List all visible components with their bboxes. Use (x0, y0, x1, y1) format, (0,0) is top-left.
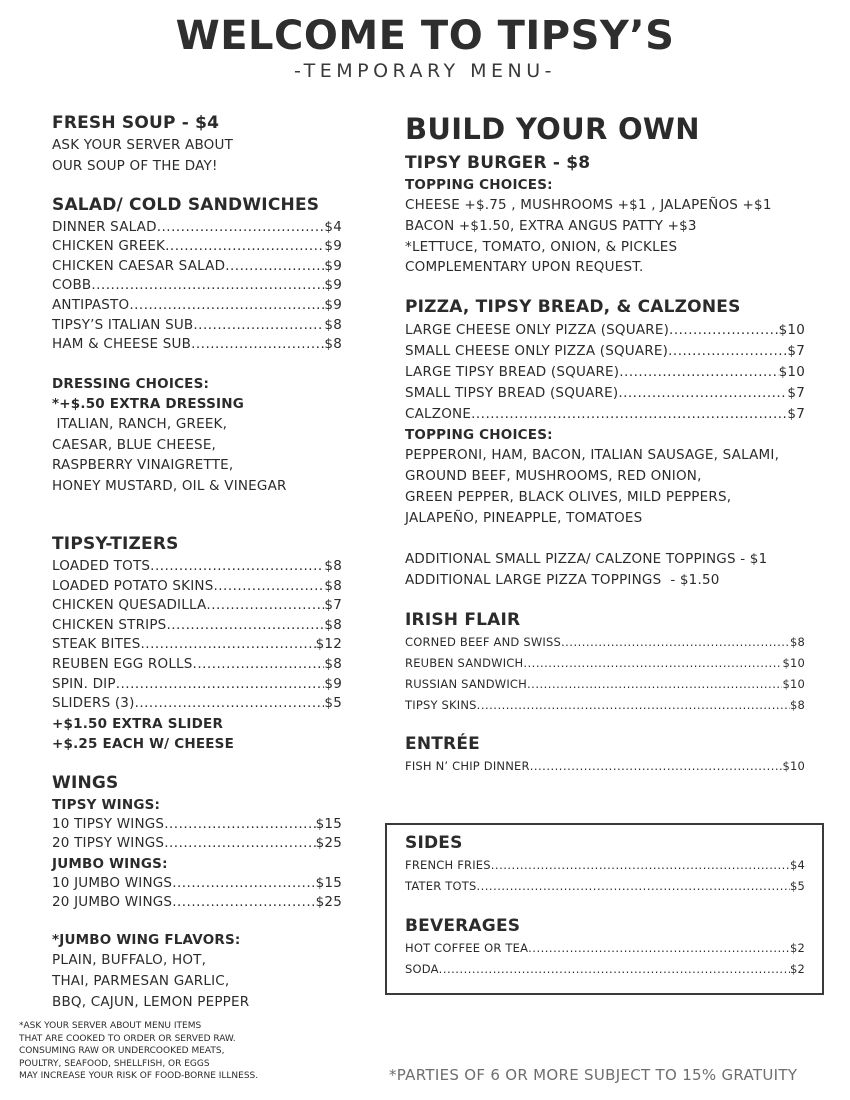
pizza-topping-line: GREEN PEPPER, BLACK OLIVES, MILD PEPPERS, (405, 488, 732, 505)
item-price: $15 (315, 874, 342, 891)
item-price: $7 (787, 385, 805, 402)
item-name: TATER TOTS (405, 879, 477, 893)
dressing-title: DRESSING CHOICES: (52, 375, 210, 392)
salads-title: SALAD/ COLD SANDWICHES (52, 194, 320, 215)
item-price: $10 (782, 676, 805, 691)
item-price: $7 (787, 343, 805, 360)
gratuity-note: *PARTIES OF 6 OR MORE SUBJECT TO 15% GRATUITY (389, 1066, 798, 1084)
tipsy-wings-title: TIPSY WINGS: (52, 796, 161, 813)
disclaimer-line: MAY INCREASE YOUR RISK OF FOOD-BORNE ILLNESS. (19, 1071, 259, 1082)
item-name: RUSSIAN SANDWICH (405, 676, 528, 691)
item-name: 10 TIPSY WINGS (52, 815, 165, 832)
item-price: $8 (324, 336, 342, 353)
entree-section (405, 732, 805, 777)
item-price: $4 (324, 218, 342, 235)
menu-item (52, 577, 342, 597)
leader-dots (165, 237, 324, 257)
burger-title: TIPSY BURGER - $8 (405, 153, 591, 173)
menu-item (52, 296, 342, 316)
item-name: CHICKEN STRIPS (52, 616, 167, 633)
disclaimer-line: THAT ARE COOKED TO ORDER OR SERVED RAW. (19, 1033, 236, 1044)
menu-item (405, 938, 805, 959)
dressing-line: HONEY MUSTARD, OIL & VINEGAR (52, 478, 287, 495)
leader-dots (619, 362, 778, 383)
item-price: $9 (324, 257, 342, 274)
disclaimer-line: POULTRY, SEAFOOD, SHELLFISH, OR EGGS (19, 1058, 210, 1069)
leader-dots (193, 655, 325, 675)
item-name: LARGE CHEESE ONLY PIZZA (SQUARE) (405, 322, 670, 339)
leader-dots (157, 218, 325, 238)
item-price: $8 (324, 316, 342, 333)
item-price: $8 (324, 616, 342, 633)
sides-beverages-content (405, 831, 805, 980)
menu-item (52, 237, 342, 257)
item-name: COBB (52, 277, 92, 294)
leader-dots (116, 675, 325, 695)
burger-topping-line: CHEESE +$.75 , MUSHROOMS +$1 , JALAPEÑOS +$1 (405, 197, 772, 213)
leader-dots (191, 335, 324, 355)
menu-item (52, 635, 342, 655)
leader-dots (439, 959, 790, 980)
item-name: CORNED BEEF AND SWISS (405, 634, 561, 649)
leader-dots (527, 674, 782, 695)
item-price: $9 (324, 296, 342, 313)
additional-toppings-line: ADDITIONAL SMALL PIZZA/ CALZONE TOPPINGS - $1 (405, 551, 768, 568)
item-name: REUBEN SANDWICH (405, 655, 524, 670)
leader-dots (141, 635, 316, 655)
wing-flavors-line: PLAIN, BUFFALO, HOT, (52, 952, 207, 969)
item-name: CALZONE (405, 406, 472, 423)
item-name: HAM & CHEESE SUB (52, 336, 192, 353)
soup-title: FRESH SOUP - $4 (52, 113, 220, 133)
leader-dots (523, 653, 782, 674)
pizza-section (405, 295, 805, 591)
leader-dots (164, 834, 315, 854)
menu-item (52, 655, 342, 675)
item-price: $15 (315, 815, 342, 832)
item-name: HOT COFFEE OR TEA (405, 941, 529, 955)
item-name: CHICKEN CAESAR SALAD (52, 257, 226, 274)
slider-note: +$.25 EACH W/ CHEESE (52, 735, 235, 752)
menu-item (405, 653, 805, 674)
dressing-line: CAESAR, BLUE CHEESE, (52, 436, 217, 453)
item-price: $5 (324, 695, 342, 712)
leader-dots (150, 557, 324, 577)
item-name: FISH N’ CHIP DINNER (405, 758, 530, 773)
item-price: $10 (778, 364, 805, 381)
item-price: $7 (324, 597, 342, 614)
item-price: $10 (782, 655, 805, 670)
menu-item (52, 815, 342, 835)
menu-item (52, 893, 342, 913)
soup-section (52, 111, 342, 177)
item-name: CHICKEN GREEK (52, 238, 166, 255)
item-name: ANTIPASTO (52, 296, 130, 313)
item-name: LOADED POTATO SKINS (52, 577, 214, 594)
menu-item (52, 834, 342, 854)
salads-section (52, 193, 342, 497)
menu-item (405, 383, 805, 404)
item-name: SMALL TIPSY BREAD (SQUARE) (405, 385, 619, 402)
item-name: SMALL CHEESE ONLY PIZZA (SQUARE) (405, 343, 669, 360)
item-price: $8 (324, 577, 342, 594)
item-name: SLIDERS (3) (52, 695, 135, 712)
burger-topping-title: TOPPING CHOICES: (405, 177, 553, 193)
item-price: $8 (789, 697, 805, 712)
item-name: LOADED TOTS (52, 557, 151, 574)
leader-dots (561, 632, 790, 653)
leader-dots (528, 938, 790, 959)
menu-item (52, 316, 342, 336)
disclaimer-line: CONSUMING RAW OR UNDERCOOKED MEATS, (19, 1046, 225, 1057)
right-column (405, 111, 805, 777)
leader-dots (193, 316, 324, 336)
pizza-topping-line: PEPPERONI, HAM, BACON, ITALIAN SAUSAGE, SALAMI, (405, 447, 780, 464)
leader-dots (164, 815, 315, 835)
irish-section (405, 608, 805, 716)
item-price: $25 (315, 894, 342, 911)
leader-dots (491, 855, 790, 876)
item-price: $10 (782, 758, 805, 773)
item-price: $2 (789, 941, 805, 955)
leader-dots (477, 695, 790, 716)
item-name: CHICKEN QUESADILLA (52, 597, 207, 614)
wing-flavors-line: THAI, PARMESAN GARLIC, (52, 972, 230, 989)
item-price: $4 (789, 858, 805, 872)
menu-item (52, 675, 342, 695)
item-price: $25 (315, 835, 342, 852)
burger-topping-line: BACON +$1.50, EXTRA ANGUS PATTY +$3 (405, 217, 697, 234)
pizza-topping-title: TOPPING CHOICES: (405, 427, 553, 444)
menu-item (405, 362, 805, 383)
menu-item (405, 959, 805, 980)
item-price: $8 (789, 634, 805, 649)
item-name: DINNER SALAD (52, 218, 157, 235)
item-price: $8 (324, 655, 342, 672)
leader-dots (206, 596, 324, 616)
menu-item (405, 341, 805, 362)
dressing-line: RASPBERRY VINAIGRETTE, (52, 457, 234, 474)
disclaimer-line: *ASK YOUR SERVER ABOUT MENU ITEMS (19, 1021, 202, 1031)
page-title: WELCOME TO TIPSY’S (175, 13, 675, 59)
leader-dots (135, 694, 325, 714)
menu-item (405, 632, 805, 653)
leader-dots (172, 874, 315, 894)
pizza-topping-line: JALAPEÑO, PINEAPPLE, TOMATOES (405, 509, 643, 526)
tizers-title: TIPSY-TIZERS (52, 533, 179, 554)
burger-topping-line: COMPLEMENTARY UPON REQUEST. (405, 259, 644, 276)
item-price: $9 (324, 675, 342, 692)
leader-dots (213, 577, 324, 597)
menu-item (52, 874, 342, 894)
wings-section (52, 771, 342, 1013)
item-price: $5 (789, 879, 805, 893)
item-price: $8 (324, 557, 342, 574)
leader-dots (91, 276, 324, 296)
item-name: LARGE TIPSY BREAD (SQUARE) (405, 364, 620, 381)
pizza-title: PIZZA, TIPSY BREAD, & CALZONES (405, 297, 741, 318)
item-name: TIPSY SKINS (405, 697, 477, 712)
slider-note: +$1.50 EXTRA SLIDER (52, 715, 224, 732)
menu-item (52, 616, 342, 636)
page-subtitle: -TEMPORARY MENU- (294, 60, 556, 82)
irish-title: IRISH FLAIR (405, 609, 521, 630)
item-price: $9 (324, 277, 342, 294)
left-column (52, 111, 342, 1012)
item-price: $10 (778, 322, 805, 339)
dressing-line: ITALIAN, RANCH, GREEK, (52, 415, 228, 432)
menu-item (405, 695, 805, 716)
menu-item (52, 694, 342, 714)
leader-dots (471, 404, 787, 425)
item-price: $7 (787, 406, 805, 423)
leader-dots (618, 383, 787, 404)
menu-item (52, 257, 342, 277)
item-name: SODA (405, 962, 439, 976)
additional-toppings-line: ADDITIONAL LARGE PIZZA TOPPINGS - $1.50 (405, 572, 720, 589)
soup-line: OUR SOUP OF THE DAY! (52, 157, 218, 174)
beverages-title: BEVERAGES (405, 916, 521, 936)
menu-item (52, 596, 342, 616)
menu-item (405, 855, 805, 876)
item-name: SPIN. DIP (52, 675, 116, 692)
menu-item (52, 335, 342, 355)
item-name: REUBEN EGG ROLLS (52, 655, 193, 672)
tizers-section (52, 532, 342, 754)
menu-item (52, 276, 342, 296)
item-price: $9 (324, 238, 342, 255)
menu-item (405, 674, 805, 695)
pizza-topping-line: GROUND BEEF, MUSHROOMS, RED ONION, (405, 467, 702, 484)
leader-dots (166, 616, 324, 636)
item-name: 10 JUMBO WINGS (52, 874, 173, 891)
sides-beverages-box (385, 823, 824, 995)
wing-flavors-title: *JUMBO WING FLAVORS: (52, 932, 241, 949)
menu-item (405, 320, 805, 341)
wing-flavors-line: BBQ, CAJUN, LEMON PEPPER (52, 993, 250, 1010)
build-your-own-title: BUILD YOUR OWN (405, 112, 700, 146)
jumbo-wings-title: JUMBO WINGS: (52, 855, 168, 872)
burger-section (405, 151, 805, 278)
leader-dots (172, 893, 315, 913)
menu-item (405, 756, 805, 777)
leader-dots (476, 876, 790, 897)
item-name: FRENCH FRIES (405, 858, 491, 872)
item-name: 20 TIPSY WINGS (52, 835, 165, 852)
item-price: $2 (789, 962, 805, 976)
dressing-extra: *+$.50 EXTRA DRESSING (52, 395, 245, 412)
item-price: $12 (315, 636, 342, 653)
leader-dots (530, 756, 783, 777)
menu-item (52, 218, 342, 238)
menu-item (405, 404, 805, 425)
food-safety-disclaimer (19, 1020, 319, 1083)
wings-title: WINGS (52, 772, 119, 793)
menu-item (52, 557, 342, 577)
leader-dots (225, 257, 324, 277)
menu-item (405, 876, 805, 897)
item-name: TIPSY’S ITALIAN SUB (52, 316, 194, 333)
leader-dots (129, 296, 324, 316)
burger-topping-line: *LETTUCE, TOMATO, ONION, & PICKLES (405, 238, 678, 255)
item-name: STEAK BITES (52, 636, 141, 653)
item-name: 20 JUMBO WINGS (52, 894, 173, 911)
leader-dots (668, 341, 787, 362)
leader-dots (669, 320, 779, 341)
soup-line: ASK YOUR SERVER ABOUT (52, 137, 234, 153)
entree-title: ENTRÉE (405, 733, 480, 754)
sides-title: SIDES (405, 833, 463, 853)
